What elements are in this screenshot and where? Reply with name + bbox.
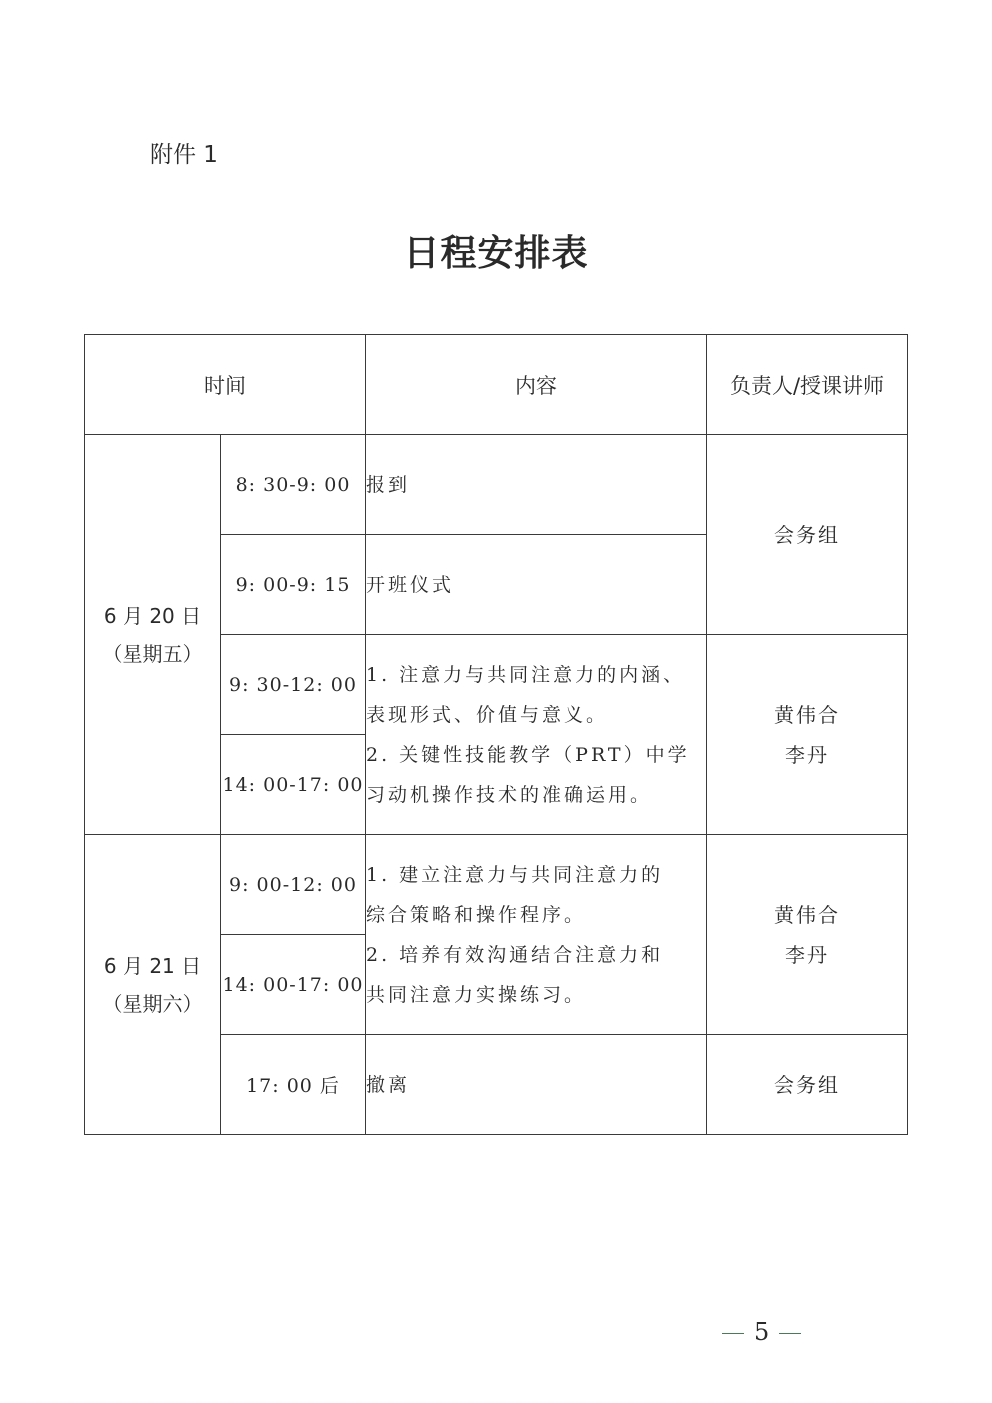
content-cell [366, 835, 707, 1035]
page-number [712, 1318, 811, 1346]
owner-name: 黄伟合 [774, 702, 840, 727]
dash-decoration [779, 1333, 801, 1334]
date-text: 6 月 21 日 [103, 953, 202, 978]
table-row [85, 435, 908, 535]
column-header-owner: 负责人/授课讲师 [707, 335, 908, 435]
date-cell [85, 435, 221, 835]
time-cell: 8: 30-9: 00 [221, 435, 366, 535]
time-cell: 9: 00-9: 15 [221, 535, 366, 635]
content-line: 表现形式、价值与意义。 [366, 703, 609, 726]
date-text: 6 月 20 日 [103, 603, 202, 628]
owner-name: 李丹 [785, 742, 829, 767]
owner-cell: 会务组 [707, 1035, 908, 1135]
weekday-text: （星期六） [102, 991, 203, 1016]
time-cell: 17: 00 后 [221, 1035, 366, 1135]
table-row [85, 835, 908, 935]
page-number-text: 5 [754, 1318, 770, 1346]
column-header-time: 时间 [85, 335, 366, 435]
dash-decoration [722, 1333, 744, 1334]
owner-cell: 会务组 [707, 435, 908, 635]
content-line: 习动机操作技术的准确运用。 [366, 783, 653, 806]
time-cell: 14: 00-17: 00 [221, 735, 366, 835]
table-header-row [85, 335, 908, 435]
page-title: 日程安排表 [403, 232, 589, 274]
owner-name: 黄伟合 [774, 902, 840, 927]
content-cell: 开班仪式 [366, 535, 707, 635]
content-cell: 撤离 [366, 1035, 707, 1135]
attachment-label: 附件 1 [150, 142, 218, 168]
content-cell [366, 635, 707, 835]
schedule-table [84, 334, 908, 1135]
content-cell: 报到 [366, 435, 707, 535]
time-cell: 9: 30-12: 00 [221, 635, 366, 735]
date-cell [85, 835, 221, 1135]
column-header-content: 内容 [366, 335, 707, 435]
content-line: 2. 关键性技能教学（PRT）中学 [366, 743, 690, 766]
weekday-text: （星期五） [102, 641, 203, 666]
content-line: 2. 培养有效沟通结合注意力和 [366, 943, 664, 966]
content-line: 1. 注意力与共同注意力的内涵、 [366, 663, 686, 686]
owner-name: 李丹 [785, 942, 829, 967]
content-line: 综合策略和操作程序。 [366, 903, 587, 926]
content-line: 共同注意力实操练习。 [366, 983, 587, 1006]
owner-cell [707, 835, 908, 1035]
time-cell: 14: 00-17: 00 [221, 935, 366, 1035]
time-cell: 9: 00-12: 00 [221, 835, 366, 935]
content-line: 1. 建立注意力与共同注意力的 [366, 863, 664, 886]
owner-cell [707, 635, 908, 835]
